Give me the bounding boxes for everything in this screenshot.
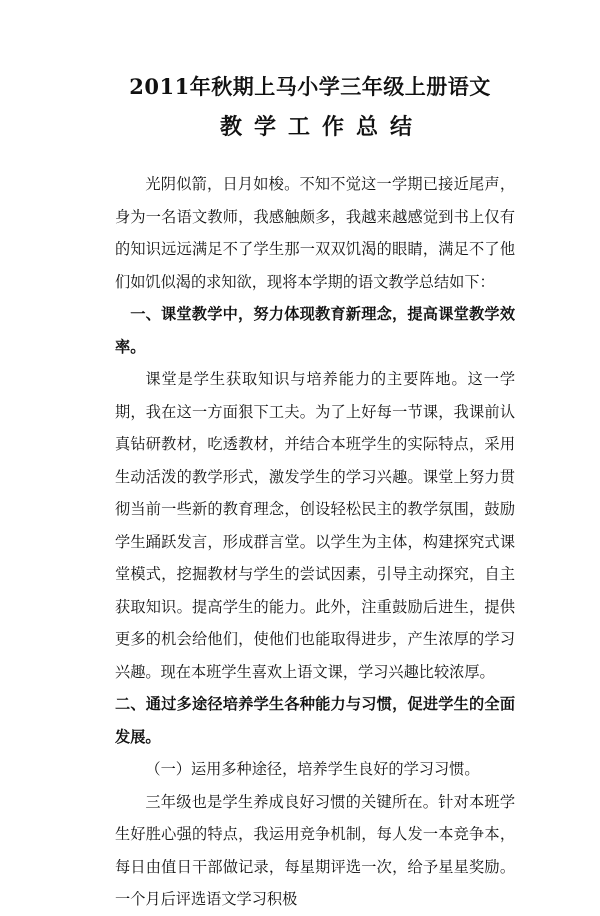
- section-2-heading: 二、通过多途径培养学生各种能力与习惯，促进学生的全面发展。: [115, 695, 515, 746]
- title-line-2: 教学工作总结: [219, 114, 424, 140]
- section-1-paragraph: 课堂是学生获取知识与培养能力的主要阵地。这一学期，我在这一方面狠下工夫。为了上好每一节课，我课前认真钻研教材，吃透教材，并结合本班学生的实际特点，采用生动活泼的教学形式，激发学生的学习兴趣。课堂上努力贯彻当前一些新的教育理念，创设轻松民主的教学氛围，鼓励学生踊跃发言，形成群言堂。以学生为主体，构建探究式课堂模式，挖掘教材与学生的尝试因素，引导主动探究，自主获取知识。提高学生的能力。此外，注重鼓励后进生，提供更多的机会给他们，使他们也能取得进步，产生浓厚的学习兴趣。现在本班学生喜欢上语文课，学习兴趣比较浓厚。: [115, 370, 515, 681]
- section-1-heading: 一、课堂教学中，努力体现教育新理念，提高课堂教学效率。: [115, 305, 515, 356]
- document-body: [115, 168, 515, 916]
- document-title: [0, 72, 600, 142]
- title-line-1: 2011年秋期上马小学三年级上册语文: [129, 74, 491, 99]
- section-2-subheading-1: （一）运用多种途径，培养学生良好的学习习惯。: [145, 760, 480, 778]
- section-2-paragraph-1: 三年级也是学生养成良好习惯的关键所在。针对本班学生好胜心强的特点，我运用竞争机制，每人发一本竞争本，每日由值日干部做记录，每星期评选一次，给予星星奖励。一个月后评选语文学习积极: [115, 792, 515, 908]
- intro-paragraph: 光阴似箭，日月如梭。不知不觉这一学期已接近尾声，身为一名语文教师，我感触颇多，我越来越感觉到书上仅有的知识远远满足不了学生那一双双饥渴的眼睛，满足不了他们如饥似渴的求知欲，现将本学期的语文教学总结如下：: [115, 175, 515, 291]
